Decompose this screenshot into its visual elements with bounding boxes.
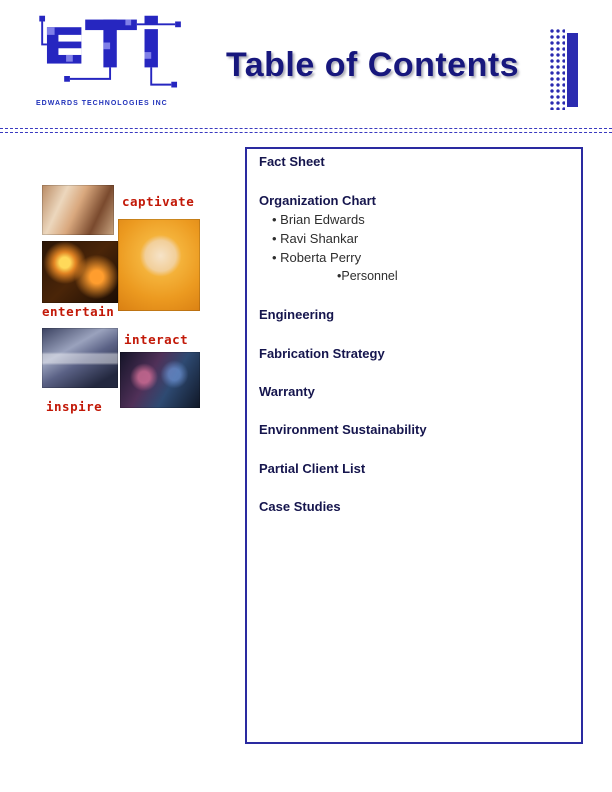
toc-item-partial-client-list: Partial Client List (259, 461, 366, 476)
eti-logo (34, 10, 190, 98)
photo-stage-lights (42, 241, 118, 303)
toc-subitem-brian-edwards: • Brian Edwards (272, 212, 365, 227)
dotted-accent (549, 28, 565, 110)
photo-surprised-child (118, 219, 200, 311)
caption-inspire: inspire (46, 399, 103, 414)
caption-captivate: captivate (122, 194, 195, 209)
toc-item-fabrication-strategy: Fabrication Strategy (259, 346, 385, 361)
toc-item-environment-sustainability: Environment Sustainability (259, 422, 427, 437)
toc-subitem-personnel: •Personnel (337, 269, 398, 283)
toc-item-warranty: Warranty (259, 384, 315, 399)
photo-captivate (42, 185, 114, 235)
eti-logo-graphic (34, 10, 190, 98)
toc-panel (245, 147, 583, 744)
logo-caption: EDWARDS TECHNOLOGIES INC (36, 100, 168, 107)
toc-item-case-studies: Case Studies (259, 499, 341, 514)
page-title: Table of Contents (226, 46, 520, 84)
toc-item-organization-chart: Organization Chart (259, 193, 377, 208)
toc-subitem-roberta-perry: • Roberta Perry (272, 250, 362, 265)
accent-bar (567, 33, 578, 107)
photo-film-reel (42, 328, 118, 388)
caption-interact: interact (124, 332, 189, 347)
toc-item-engineering: Engineering (259, 307, 335, 322)
toc-item-fact-sheet: Fact Sheet (259, 154, 325, 169)
dashed-divider (0, 128, 612, 133)
photo-children (120, 352, 200, 408)
toc-subitem-ravi-shankar: • Ravi Shankar (272, 231, 359, 246)
caption-entertain: entertain (42, 304, 115, 319)
